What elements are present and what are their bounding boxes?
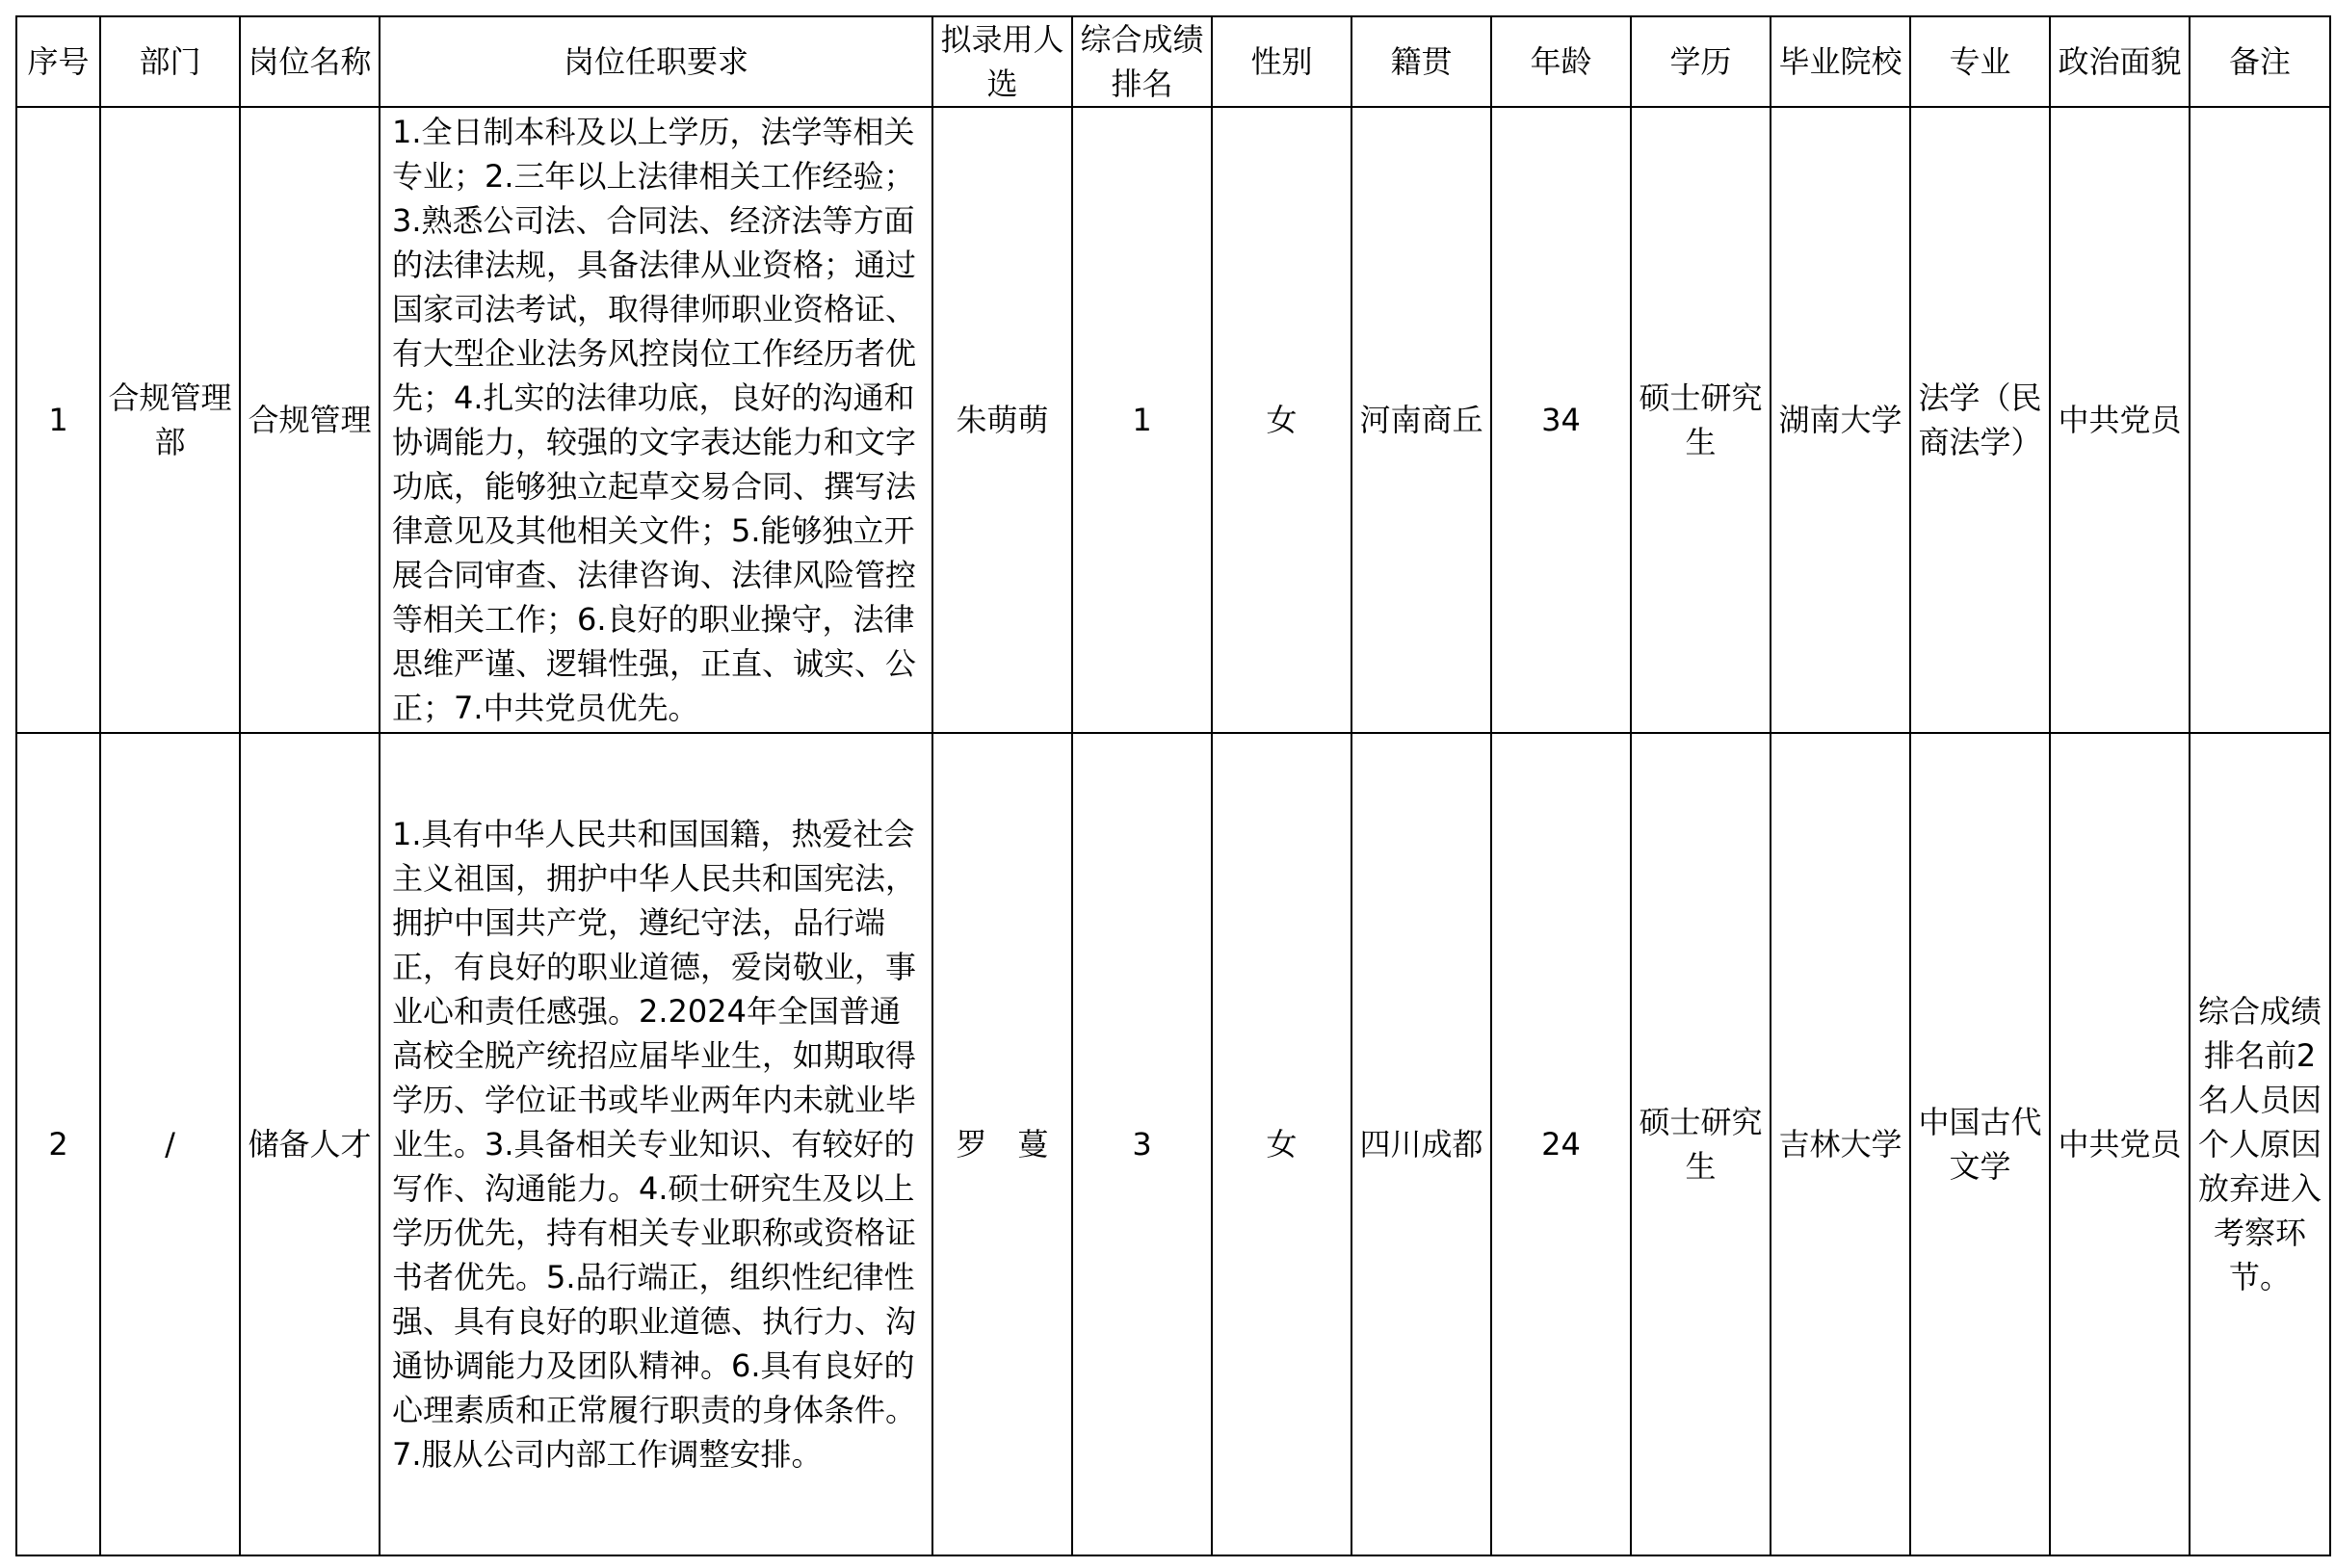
cell-position: 合规管理: [240, 107, 380, 733]
header-origin: 籍贯: [1351, 16, 1491, 107]
header-note: 备注: [2190, 16, 2330, 107]
header-rank: 综合成绩排名: [1072, 16, 1212, 107]
header-seq: 序号: [16, 16, 100, 107]
cell-major: 法学（民商法学）: [1910, 107, 2050, 733]
cell-seq: 2: [16, 733, 100, 1555]
cell-gender: 女: [1212, 107, 1351, 733]
cell-candidate: 罗 蔓: [932, 733, 1072, 1555]
cell-age: 34: [1491, 107, 1631, 733]
header-political: 政治面貌: [2050, 16, 2190, 107]
cell-major: 中国古代文学: [1910, 733, 2050, 1555]
table-row: [16, 107, 2330, 733]
cell-note: 综合成绩排名前2名人员因个人原因放弃进入考察环节。: [2190, 733, 2330, 1555]
cell-education: 硕士研究生: [1631, 107, 1771, 733]
header-education: 学历: [1631, 16, 1771, 107]
cell-position: 储备人才: [240, 733, 380, 1555]
cell-political: 中共党员: [2050, 733, 2190, 1555]
candidate-table: [15, 15, 2331, 1556]
cell-candidate: 朱萌萌: [932, 107, 1072, 733]
header-candidate: 拟录用人选: [932, 16, 1072, 107]
cell-origin: 四川成都: [1351, 733, 1491, 1555]
header-dept: 部门: [100, 16, 240, 107]
table-row: [16, 733, 2330, 1555]
header-school: 毕业院校: [1771, 16, 1910, 107]
cell-age: 24: [1491, 733, 1631, 1555]
cell-political: 中共党员: [2050, 107, 2190, 733]
cell-school: 吉林大学: [1771, 733, 1910, 1555]
cell-rank: 3: [1072, 733, 1212, 1555]
cell-dept: 合规管理部: [100, 107, 240, 733]
header-row: [16, 16, 2330, 107]
cell-gender: 女: [1212, 733, 1351, 1555]
cell-requirements: 1.全日制本科及以上学历，法学等相关专业；2.三年以上法律相关工作经验；3.熟悉公司法、合同法、经济法等方面的法律法规，具备法律从业资格；通过国家司法考试，取得律师职业资格证、有大型企业法务风控岗位工作经历者优先；4.扎实的法律功底，良好的沟通和协调能力，较强的文字表达能力和文字功底，能够独立起草交易合同、撰写法律意见及其他相关文件；5.能够独立开展合同审查、法律咨询、法律风险管控等相关工作；6.良好的职业操守，法律思维严谨、逻辑性强，正直、诚实、公正；7.中共党员优先。: [380, 107, 932, 733]
header-gender: 性别: [1212, 16, 1351, 107]
cell-origin: 河南商丘: [1351, 107, 1491, 733]
cell-rank: 1: [1072, 107, 1212, 733]
cell-note: [2190, 107, 2330, 733]
cell-education: 硕士研究生: [1631, 733, 1771, 1555]
cell-seq: 1: [16, 107, 100, 733]
header-requirements: 岗位任职要求: [380, 16, 932, 107]
cell-dept: /: [100, 733, 240, 1555]
cell-school: 湖南大学: [1771, 107, 1910, 733]
header-position: 岗位名称: [240, 16, 380, 107]
cell-requirements: 1.具有中华人民共和国国籍，热爱社会主义祖国，拥护中华人民共和国宪法，拥护中国共产党，遵纪守法，品行端正，有良好的职业道德，爱岗敬业，事业心和责任感强。2.2024年全国普通高校全脱产统招应届毕业生，如期取得学历、学位证书或毕业两年内未就业毕业生。3.具备相关专业知识、有较好的写作、沟通能力。4.硕士研究生及以上学历优先，持有相关专业职称或资格证书者优先。5.品行端正，组织性纪律性强、具有良好的职业道德、执行力、沟通协调能力及团队精神。6.具有良好的心理素质和正常履行职责的身体条件。7.服从公司内部工作调整安排。: [380, 733, 932, 1555]
header-age: 年龄: [1491, 16, 1631, 107]
header-major: 专业: [1910, 16, 2050, 107]
